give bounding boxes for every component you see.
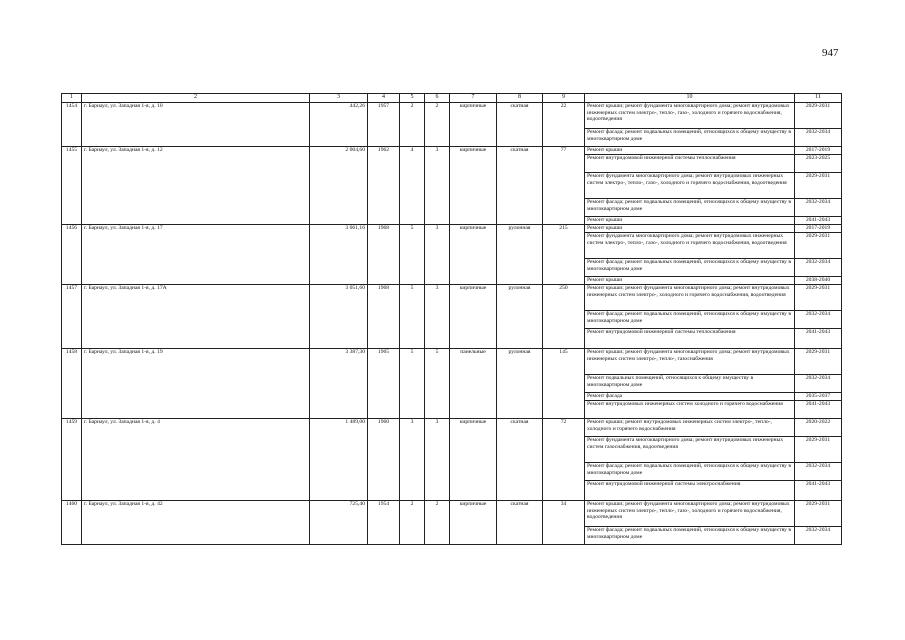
roof-type: рулонная: [497, 349, 543, 419]
building-year: 1957: [368, 103, 400, 147]
building-year: 1968: [368, 225, 400, 285]
work-period: 2020-2022: [795, 419, 842, 437]
column-number: 7: [450, 94, 497, 103]
apartment-count: 250: [543, 285, 585, 349]
building-id: 1455: [62, 147, 82, 225]
table-row: [62, 147, 842, 155]
work-description: Ремонт крыши: [585, 225, 795, 233]
work-period: 2038-2040: [795, 277, 842, 285]
roof-type: рулонная: [497, 285, 543, 349]
building-year: 1968: [368, 285, 400, 349]
work-period: 2029-2031: [795, 501, 842, 527]
column-number: 4: [368, 94, 400, 103]
work-description: Ремонт крыши: [585, 217, 795, 225]
work-period: 2032-2034: [795, 259, 842, 277]
wall-material: кирпичные: [450, 147, 497, 225]
building-address: г. Барнаул, ул. Западная 1-я, д. 17: [82, 225, 310, 285]
work-description: Ремонт фундамента многоквартирного дома; ремонт внутридомовых инженерных систем электро-, тепло-, газо-, холодного и горячего водоснабжения, водоотведения: [585, 233, 795, 259]
work-description: Ремонт фундамента многоквартирного дома; ремонт внутридомовых инженерных систем электро-, тепло-, газо-, холодного и горячего водоснабжения, водоотведения: [585, 173, 795, 199]
building-area: 3 061,16: [310, 225, 368, 285]
column-number: 10: [585, 94, 795, 103]
work-period: 2041-2043: [795, 217, 842, 225]
table-row: [62, 501, 842, 527]
work-period: 2029-2031: [795, 349, 842, 375]
building-address: г. Барнаул, ул. Западная 1-я, д. 42: [82, 501, 310, 545]
building-floors: 2: [400, 501, 425, 545]
building-floors: 2: [400, 103, 425, 147]
wall-material: кирпичные: [450, 225, 497, 285]
apartment-count: 215: [543, 225, 585, 285]
building-address: г. Барнаул, ул. Западная 1-я, д. 4: [82, 419, 310, 501]
work-period: 2029-2031: [795, 233, 842, 259]
apartment-count: 145: [543, 349, 585, 419]
building-address: г. Барнаул, ул. Западная 1-я, д. 12: [82, 147, 310, 225]
work-period: 2029-2031: [795, 285, 842, 311]
column-number: 3: [310, 94, 368, 103]
building-id: 1454: [62, 103, 82, 147]
table-row: [62, 349, 842, 375]
work-period: 2032-2034: [795, 311, 842, 329]
work-description: Ремонт фасада: [585, 393, 795, 401]
work-description: Ремонт фасада; ремонт подвальных помещений, относящихся к общему имуществу в многоквартирном доме: [585, 259, 795, 277]
building-id: 1456: [62, 225, 82, 285]
work-description: Ремонт крыши: [585, 277, 795, 285]
work-description: Ремонт фасада; ремонт подвальных помещений, относящихся к общему имуществу в многоквартирном доме: [585, 311, 795, 329]
work-period: 2032-2034: [795, 129, 842, 147]
building-entrances: 3: [425, 419, 450, 501]
registry-body: [62, 103, 842, 545]
building-id: 1460: [62, 501, 82, 545]
building-entrances: 3: [425, 225, 450, 285]
table-row: [62, 419, 842, 437]
work-period: 2029-2031: [795, 173, 842, 199]
apartment-count: 22: [543, 103, 585, 147]
building-address: г. Барнаул, ул. Западная 1-я, д. 19: [82, 349, 310, 419]
wall-material: кирпичные: [450, 285, 497, 349]
page-number: 947: [822, 47, 839, 59]
building-address: г. Барнаул, ул. Западная 1-я, д. 10: [82, 103, 310, 147]
work-description: Ремонт внутридомовой инженерной системы электроснабжения: [585, 481, 795, 501]
building-entrances: 3: [425, 285, 450, 349]
building-floors: 5: [400, 225, 425, 285]
work-period: 2023-2025: [795, 155, 842, 173]
work-period: 2029-2031: [795, 437, 842, 463]
work-description: Ремонт подвальных помещений, относящихся к общему имуществу в многоквартирном доме: [585, 375, 795, 393]
column-number: 1: [62, 94, 82, 103]
work-description: Ремонт фундамента многоквартирного дома; ремонт внутридомовых инженерных систем газоснабжения, водоотведения: [585, 437, 795, 463]
work-description: Ремонт фасада; ремонт подвальных помещений, относящихся к общему имуществу в многоквартирном доме: [585, 527, 795, 545]
building-id: 1459: [62, 419, 82, 501]
column-number: 6: [425, 94, 450, 103]
work-period: 2029-2031: [795, 103, 842, 129]
apartment-count: 77: [543, 147, 585, 225]
column-number: 2: [82, 94, 310, 103]
wall-material: кирпичные: [450, 501, 497, 545]
building-year: 1954: [368, 501, 400, 545]
wall-material: кирпичные: [450, 419, 497, 501]
building-year: 1962: [368, 147, 400, 225]
work-description: Ремонт внутридомовой инженерной системы теплоснабжения: [585, 155, 795, 173]
apartment-count: 34: [543, 501, 585, 545]
work-period: 2041-2043: [795, 329, 842, 349]
work-description: Ремонт крыши; ремонт фундамента многоквартирного дома; ремонт внутридомовых инженерных систем электро-, тепло-, газо-, холодного и горячего водоснабжения, водоотведения: [585, 103, 795, 129]
building-entrances: 2: [425, 103, 450, 147]
table-row: [62, 103, 842, 129]
building-id: 1457: [62, 285, 82, 349]
work-description: Ремонт внутридомовых инженерных систем холодного и горячего водоснабжения: [585, 401, 795, 419]
work-period: 2041-2043: [795, 401, 842, 419]
column-number: 8: [497, 94, 543, 103]
building-entrances: 2: [425, 501, 450, 545]
apartment-count: 72: [543, 419, 585, 501]
work-description: Ремонт фасада; ремонт подвальных помещений, относящихся к общему имуществу в многоквартирном доме: [585, 199, 795, 217]
wall-material: панельные: [450, 349, 497, 419]
housing-registry-table: [61, 93, 842, 545]
work-period: 2032-2034: [795, 375, 842, 393]
roof-type: скатная: [497, 147, 543, 225]
building-area: 1 489,00: [310, 419, 368, 501]
roof-type: скатная: [497, 419, 543, 501]
work-description: Ремонт крыши; ремонт фундамента многоквартирного дома; ремонт внутридомовых инженерных систем электро-, тепло-, газоснабжения: [585, 349, 795, 375]
work-description: Ремонт фасада; ремонт подвальных помещений, относящихся к общему имуществу в многоквартирном доме: [585, 129, 795, 147]
building-year: 1960: [368, 419, 400, 501]
work-period: 2032-2034: [795, 463, 842, 481]
work-period: 2017-2019: [795, 225, 842, 233]
building-area: 3 387,30: [310, 349, 368, 419]
column-number-row: [62, 94, 842, 103]
table-row: [62, 225, 842, 233]
work-period: 2041-2043: [795, 481, 842, 501]
table-row: [62, 285, 842, 311]
work-description: Ремонт крыши; ремонт фундамента многоквартирного дома; ремонт внутридомовых инженерных систем электро-, холодного и горячего водоснабжения, водоотведения: [585, 285, 795, 311]
building-year: 1965: [368, 349, 400, 419]
column-number: 11: [795, 94, 842, 103]
roof-type: скатная: [497, 501, 543, 545]
building-floors: 5: [400, 349, 425, 419]
work-period: 2032-2034: [795, 199, 842, 217]
column-number: 9: [543, 94, 585, 103]
building-area: 3 051,60: [310, 285, 368, 349]
work-period: 2032-2034: [795, 527, 842, 545]
building-address: г. Барнаул, ул. Западная 1-я, д. 17А: [82, 285, 310, 349]
building-area: 442,26: [310, 103, 368, 147]
work-description: Ремонт фасада; ремонт подвальных помещений, относящихся к общему имуществу в многоквартирном доме: [585, 463, 795, 481]
work-period: 2035-2037: [795, 393, 842, 401]
building-area: 2 004,60: [310, 147, 368, 225]
work-period: 2017-2019: [795, 147, 842, 155]
work-description: Ремонт крыши: [585, 147, 795, 155]
work-description: Ремонт внутридомовой инженерной системы теплоснабжения: [585, 329, 795, 349]
building-id: 1458: [62, 349, 82, 419]
work-description: Ремонт крыши; ремонт фундамента многоквартирного дома; ремонт внутридомовых инженерных систем электро-, тепло-, газо-, холодного и горячего водоснабжения, водоотведения: [585, 501, 795, 527]
building-floors: 3: [400, 419, 425, 501]
roof-type: рулонная: [497, 225, 543, 285]
work-description: Ремонт крыши; ремонт внутридомовых инженерных систем электро-, тепло-, холодного и горячего водоснабжения: [585, 419, 795, 437]
building-entrances: 3: [425, 147, 450, 225]
building-floors: 5: [400, 285, 425, 349]
roof-type: скатная: [497, 103, 543, 147]
column-number: 5: [400, 94, 425, 103]
building-floors: 4: [400, 147, 425, 225]
wall-material: кирпичные: [450, 103, 497, 147]
building-entrances: 5: [425, 349, 450, 419]
building-area: 725,40: [310, 501, 368, 545]
